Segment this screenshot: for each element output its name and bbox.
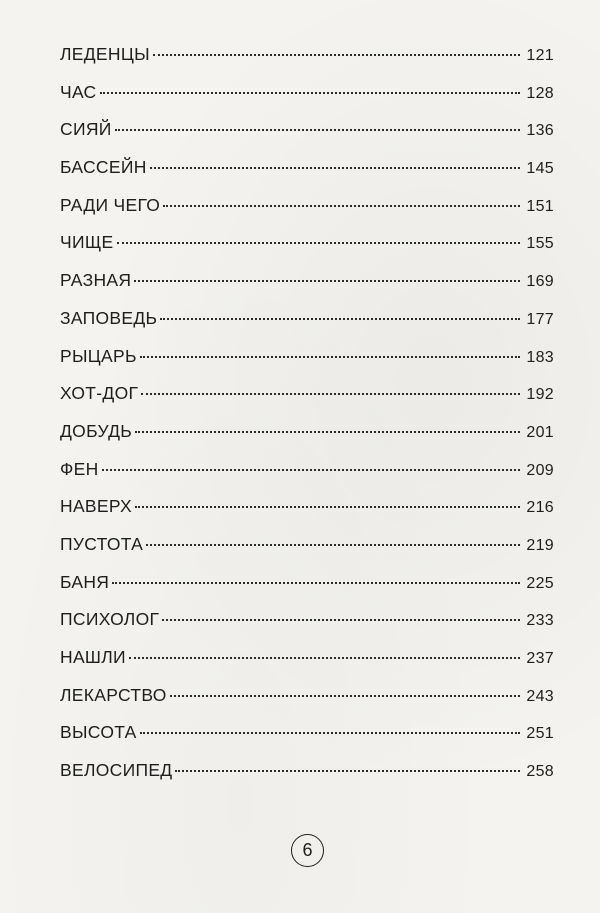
toc-entry — [60, 459, 554, 497]
toc-entry — [60, 496, 554, 534]
toc-entry — [60, 346, 554, 384]
table-of-contents — [60, 44, 554, 798]
toc-entry-title: ВЕЛОСИПЕД — [60, 760, 173, 781]
toc-dot-leader — [134, 280, 520, 282]
toc-entry-title: ПСИХОЛОГ — [60, 609, 160, 630]
toc-entry — [60, 44, 554, 82]
toc-dot-leader — [140, 356, 521, 358]
toc-entry-page: 237 — [526, 650, 554, 667]
toc-entry-page: 209 — [526, 461, 554, 479]
toc-entry-title: РЫЦАРЬ — [60, 345, 137, 366]
toc-dot-leader — [153, 54, 521, 56]
toc-entry — [60, 760, 554, 798]
toc-entry-title: ФЕН — [60, 458, 99, 479]
toc-entry-page: 128 — [526, 84, 554, 102]
toc-entry — [60, 647, 554, 685]
toc-dot-leader — [112, 582, 520, 584]
toc-dot-leader — [163, 205, 520, 207]
toc-entry — [60, 572, 554, 610]
toc-entry-title: РАЗНАЯ — [60, 270, 132, 291]
toc-entry-page: 225 — [526, 574, 554, 592]
toc-entry-title: ЧАС — [60, 81, 97, 102]
toc-entry — [60, 308, 554, 346]
page-number-badge — [291, 834, 324, 867]
toc-entry-page: 151 — [526, 197, 554, 215]
toc-dot-leader — [170, 695, 521, 697]
toc-entry-page: 192 — [526, 386, 554, 404]
toc-entry-page: 251 — [526, 725, 554, 743]
toc-dot-leader — [146, 544, 520, 546]
toc-entry-page: 233 — [526, 612, 554, 630]
toc-entry-title: БАССЕЙН — [60, 157, 147, 178]
toc-entry — [60, 195, 554, 233]
toc-entry-page: 145 — [526, 160, 554, 178]
toc-entry-title: НАВЕРХ — [60, 496, 133, 517]
toc-entry — [60, 383, 554, 421]
toc-entry-title: ЛЕДЕНЦЫ — [60, 44, 150, 64]
toc-entry-title: ПУСТОТА — [60, 533, 144, 554]
toc-entry-title: ХОТ-ДОГ — [60, 383, 139, 404]
toc-entry-page: 243 — [526, 687, 554, 705]
toc-entry-title: ЗАПОВЕДЬ — [60, 307, 158, 328]
toc-entry — [60, 119, 554, 157]
toc-entry-title: БАНЯ — [60, 571, 110, 592]
toc-dot-leader — [135, 431, 520, 433]
toc-entry-title: РАДИ ЧЕГО — [60, 194, 161, 215]
toc-dot-leader — [150, 167, 521, 169]
toc-entry-title: ЧИЩЕ — [60, 232, 114, 253]
toc-entry-title: ВЫСОТА — [60, 722, 137, 743]
toc-entry — [60, 609, 554, 647]
toc-dot-leader — [115, 129, 521, 131]
toc-dot-leader — [175, 770, 520, 772]
toc-entry-title: ЛЕКАРСТВО — [60, 684, 167, 705]
toc-entry — [60, 534, 554, 572]
toc-entry-page: 136 — [526, 122, 554, 140]
toc-dot-leader — [160, 318, 520, 320]
toc-dot-leader — [129, 657, 520, 659]
toc-entry — [60, 270, 554, 308]
toc-dot-leader — [102, 469, 521, 471]
toc-entry-page: 177 — [526, 310, 554, 328]
toc-entry — [60, 421, 554, 459]
toc-dot-leader — [117, 242, 521, 244]
toc-entry-page: 219 — [526, 536, 554, 554]
toc-entry-page: 183 — [526, 348, 554, 366]
toc-entry — [60, 685, 554, 723]
page-number: 6 — [302, 840, 313, 860]
toc-entry-title: НАШЛИ — [60, 647, 126, 667]
toc-entry-page: 121 — [526, 47, 554, 64]
toc-entry-title: ДОБУДЬ — [60, 420, 133, 441]
toc-entry — [60, 157, 554, 195]
toc-entry-page: 216 — [526, 499, 554, 517]
toc-dot-leader — [135, 506, 520, 508]
toc-dot-leader — [140, 732, 521, 734]
toc-entry-page: 258 — [526, 763, 554, 781]
toc-entry-page: 169 — [526, 273, 554, 291]
toc-dot-leader — [141, 393, 520, 395]
toc-entry — [60, 232, 554, 270]
toc-dot-leader — [100, 92, 521, 94]
toc-dot-leader — [162, 619, 520, 621]
toc-entry-page: 155 — [526, 235, 554, 253]
toc-entry — [60, 82, 554, 120]
toc-entry-title: СИЯЙ — [60, 119, 112, 140]
toc-entry — [60, 722, 554, 760]
toc-entry-page: 201 — [526, 423, 554, 441]
